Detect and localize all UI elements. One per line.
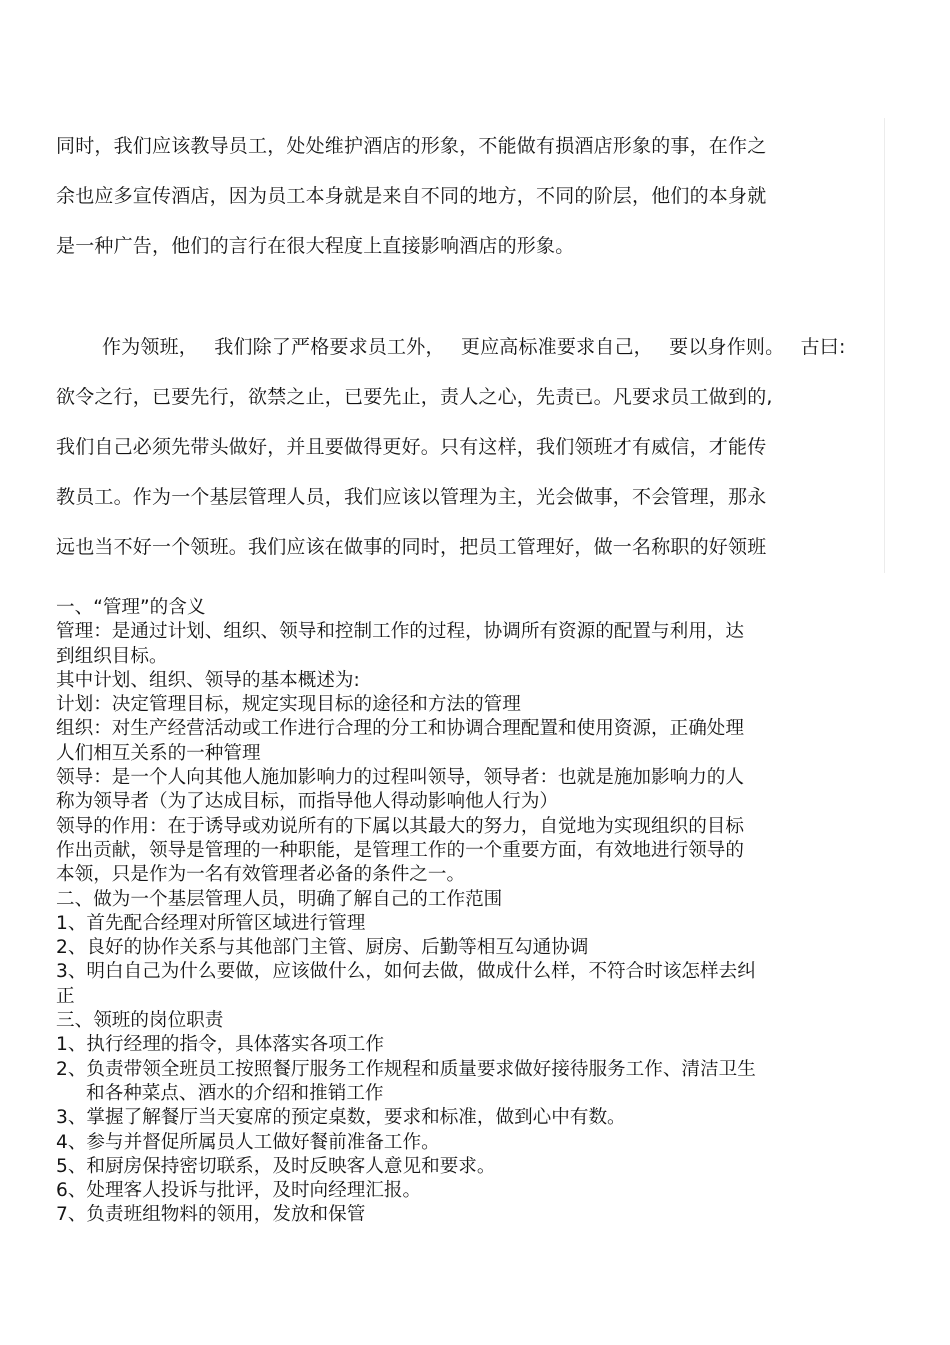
text-line: 人们相互关系的一种管理 (56, 742, 261, 764)
list-item: 2、负责带领全班员工按照餐厅服务工作规程和质量要求做好接待服务工作、清洁卫生 (56, 1058, 756, 1080)
paragraph-line: 欲令之行，已要先行，欲禁之止，已要先止，责人之心，先责已。凡要求员工做到的, (56, 386, 773, 408)
paragraph-line: 我们自己必须先带头做好，并且要做得更好。只有这样，我们领班才有威信，才能传 (56, 436, 767, 458)
paragraph-line: 教员工。作为一个基层管理人员，我们应该以管理为主，光会做事，不会管理，那永 (56, 486, 767, 508)
list-item: 3、明白自己为什么要做，应该做什么，如何去做，做成什么样，不符合时该怎样去纠 (56, 961, 756, 983)
text-line: 本领，只是作为一名有效管理者必备的条件之一。 (56, 864, 466, 886)
paragraph-line: 余也应多宣传酒店，因为员工本身就是来自不同的地方，不同的阶层，他们的本身就 (56, 185, 767, 207)
outline-section (56, 596, 856, 1228)
paragraph-line: 是一种广告，他们的言行在很大程度上直接影响酒店的形象。 (56, 235, 575, 257)
section-heading: 三、领班的岗位职责 (56, 1010, 224, 1032)
list-item: 3、掌握了解餐厅当天宴席的预定桌数，要求和标准，做到心中有数。 (56, 1107, 626, 1129)
paragraph-line: 作为领班， 我们除了严格要求员工外， 更应高标准要求自己， 要以身作则。 古曰: (102, 336, 846, 358)
list-item: 6、处理客人投诉与批评，及时向经理汇报。 (56, 1180, 422, 1202)
list-item: 7、负责班组物料的领用，发放和保管 (56, 1204, 366, 1226)
text-line: 领导的作用：在于诱导或劝说所有的下属以其最大的努力，自觉地为实现组织的目标 (56, 815, 744, 837)
paragraph-line: 同时，我们应该教导员工，处处维护酒店的形象，不能做有损酒店形象的事，在作之 (56, 135, 767, 157)
list-item: 1、首先配合经理对所管区域进行管理 (56, 912, 366, 934)
text-line: 计划：决定管理目标，规定实现目标的途径和方法的管理 (56, 694, 521, 716)
list-item: 5、和厨房保持密切联系，及时反映客人意见和要求。 (56, 1155, 496, 1177)
text-line: 领导：是一个人向其他人施加影响力的过程叫领导，领导者：也就是施加影响力的人 (56, 767, 744, 789)
list-item: 4、参与并督促所属员人工做好餐前准备工作。 (56, 1131, 440, 1153)
paragraph-line: 远也当不好一个领班。我们应该在做事的同时，把员工管理好，做一名称职的好领班 (56, 536, 767, 558)
list-item-continuation: 和各种菜点、酒水的介绍和推销工作 (86, 1082, 384, 1104)
text-line: 作出贡献，领导是管理的一种职能，是管理工作的一个重要方面，有效地进行领导的 (56, 839, 744, 861)
text-line: 到组织目标。 (56, 645, 168, 667)
boxed-text-block (56, 118, 885, 573)
text-line: 组织：对生产经营活动或工作进行合理的分工和协调合理配置和使用资源，正确处理 (56, 718, 744, 740)
list-item: 1、执行经理的指令，具体落实各项工作 (56, 1034, 384, 1056)
section-heading: 一、“管理”的含义 (56, 597, 206, 618)
text-line: 其中计划、组织、领导的基本概述为: (56, 669, 360, 691)
list-item-continuation: 正 (56, 985, 75, 1007)
text-line: 称为领导者（为了达成目标，而指导他人得动影响他人行为） (56, 791, 559, 813)
list-item: 2、良好的协作关系与其他部门主管、厨房、后勤等相互勾通协调 (56, 937, 589, 959)
section-heading: 二、做为一个基层管理人员，明确了解自己的工作范围 (56, 888, 503, 910)
text-line: 管理：是通过计划、组织、领导和控制工作的过程，协调所有资源的配置与利用，达 (56, 621, 744, 643)
